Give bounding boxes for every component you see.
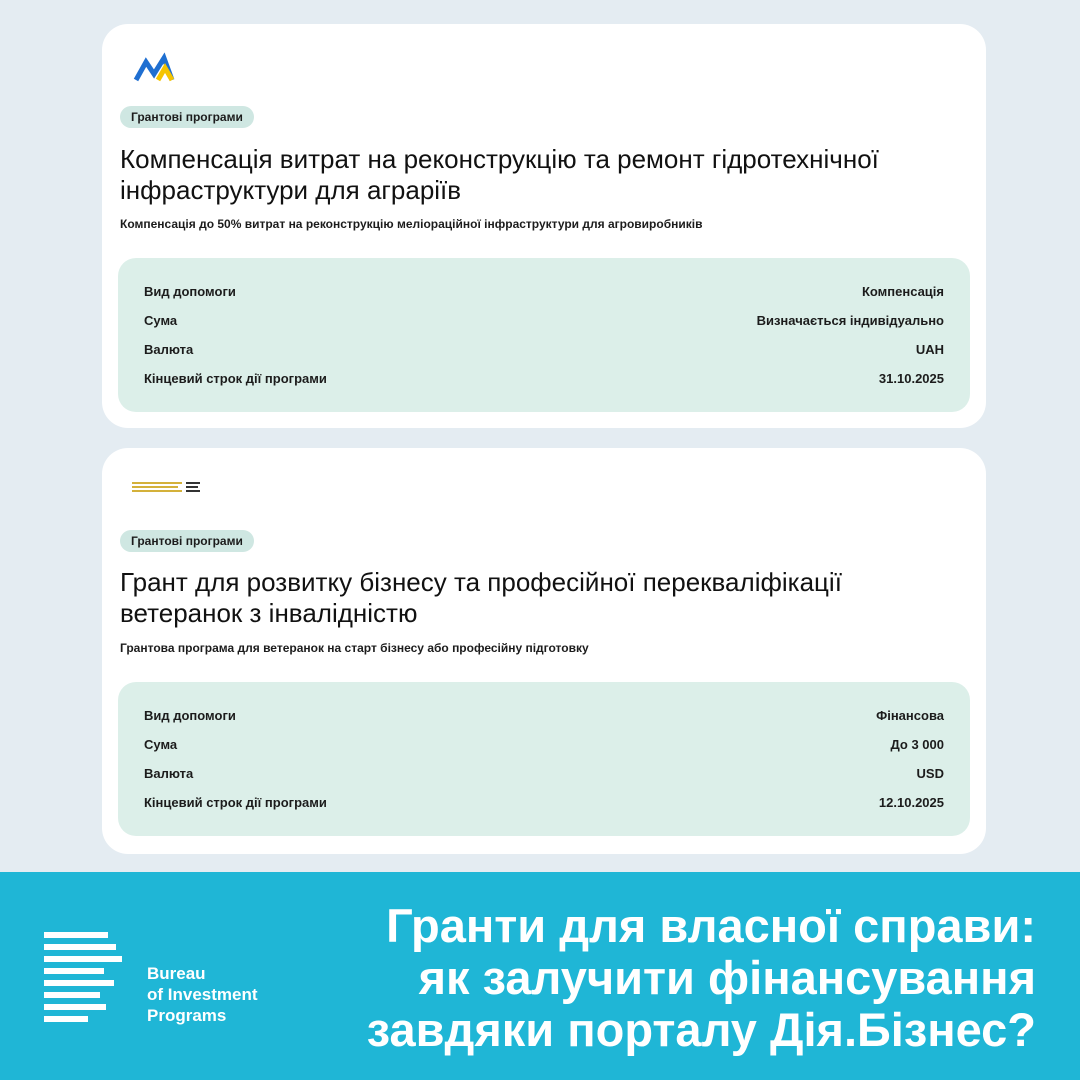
detail-row [144,341,944,370]
headline-line: завдяки порталу Дія.Бізнес? [366,1003,1036,1056]
detail-row [144,794,944,823]
program-title[interactable]: Компенсація витрат на реконструкцію та ремонт гідротехнічної інфраструктури для аграріїв [120,144,879,205]
detail-row [144,370,944,399]
detail-label: Кінцевий строк дії програми [144,795,327,810]
partner-logo-icon [132,480,212,496]
detail-value: UAH [915,342,944,357]
program-subtitle: Компенсація до 50% витрат на реконструкцію меліораційної інфраструктури для агровиробників [120,217,703,231]
promo-banner [0,872,1080,1080]
bureau-name-line: Programs [147,1006,227,1025]
detail-label: Сума [144,313,178,328]
headline-line: Гранти для власної справи: [386,899,1036,952]
bureau-name [147,963,258,1026]
detail-row [144,765,944,794]
detail-label: Кінцевий строк дії програми [144,371,327,386]
program-card[interactable] [102,448,986,854]
detail-row [144,707,944,736]
program-details [118,682,970,836]
detail-value: 31.10.2025 [878,371,944,386]
detail-value: USD [916,766,944,781]
detail-label: Сума [144,737,178,752]
detail-label: Валюта [144,766,194,781]
bureau-name-line: Bureau [147,964,206,983]
detail-row [144,312,944,341]
banner-headline [306,900,1036,1056]
detail-value: Фінансова [876,708,944,723]
detail-label: Валюта [144,342,194,357]
detail-value: До 3 000 [890,737,944,752]
headline-line: як залучити фінансування [418,951,1036,1004]
program-details [118,258,970,412]
bureau-name-line: of Investment [147,985,258,1004]
program-title[interactable]: Грант для розвитку бізнесу та професійної перекваліфікації ветеранок з інвалідністю [120,567,842,628]
category-tag[interactable]: Грантові програми [120,530,254,552]
detail-value: Компенсація [861,284,944,299]
detail-value: Визначається індивідуально [756,313,944,328]
detail-value: 12.10.2025 [878,795,944,810]
bureau-logo-icon [44,932,124,1022]
program-subtitle: Грантова програма для ветеранок на старт бізнесу або професійну підготовку [120,641,589,655]
category-tag[interactable]: Грантові програми [120,106,254,128]
detail-row [144,283,944,312]
ministry-logo-icon [132,50,176,86]
detail-label: Вид допомоги [144,284,236,299]
detail-label: Вид допомоги [144,708,236,723]
program-card[interactable] [102,24,986,428]
detail-row [144,736,944,765]
